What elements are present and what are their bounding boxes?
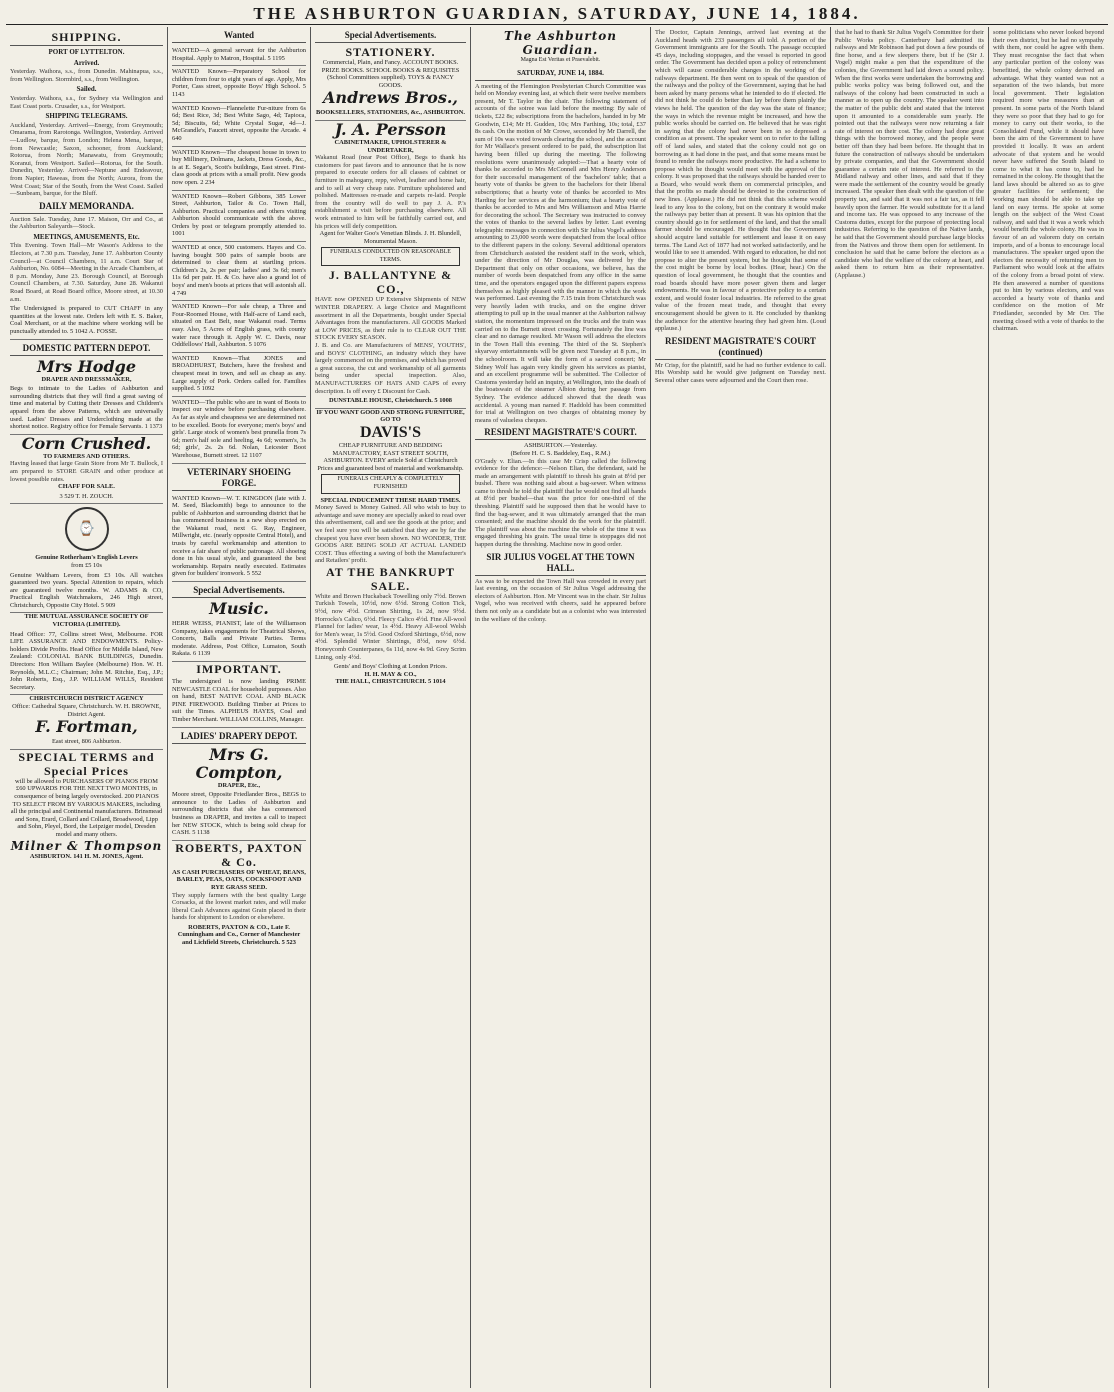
column-3	[311, 27, 471, 1388]
music-title: Music.	[209, 599, 269, 619]
domestic-title: DOMESTIC PATTERN DEPOT.	[10, 343, 163, 356]
masthead: THE ASHBURTON GUARDIAN, SATURDAY, JUNE 14, 1884.	[253, 4, 861, 23]
sailed-text: Yesterday. Waihora, s.s., for Sydney via Wellington and East Coast ports. Crusader, s.s., for Westport.	[10, 94, 163, 110]
corn-text: Having leased that large Grain Store from Mr T. Bullock, I am prepared to STORE GRAIN and other produce at lowest possible rates.	[10, 460, 163, 483]
masthead-rule	[6, 24, 1108, 25]
arrived-text: Yesterday. Waihora, s.s., from Dunedin. Mahinapua, s.s., from Wellington. Stormbird, s.s., from Wellington.	[10, 68, 163, 83]
roberts-title: ROBERTS, PAXTON & Co.	[175, 840, 303, 869]
ballantyne-text: HAVE now OPENED UP Extensive Shipments of NEW WINTER DRAPERY. A large Choice and Magnificent assortment in all the Departments, bought under Special Advantages from the manufacturers. All GOODS Marked at LOW PRICES, as their rule is to CLEAR OUT THE STOCK EVERY SEASON.	[315, 296, 466, 342]
vogel-speech-text: that he had to thank Sir Julius Vogel's Committee for their Public Works policy. Canterbury had admitted its railways and Mr Robinson had put down a few pounds of fine horse, and a few sleepers there, but if he (Sir J. Vogel) might make a pen that the expenditure of the colonies, the Government had laid down a sound policy. When the first works were undertaken the borrowing and public works policy was being followed out, and the railways of the colony had been constructed in such a manner as to open up the country. The speaker went into the matter of the public debt and stated that the interest upon it amounted to a considerable sum yearly. He pointed out that the railways were now returning a fair rate of interest on their cost. The colony had done great things with the borrowed money, and the people were better off than they had been before. He thought that in future the construction of railways should be undertaken by private companies, and that the Government should guarantee a certain rate of interest. He referred to the Midland railway and other lines, and said that if they were made the settlement of the country would be greatly increased. The speaker then dealt with the question of the property tax, and said that it was not a fair tax, as it fell heavily upon the farmer. He would substitute for it a land and income tax. He was opposed to any increase of the Customs duties, except for the purpose of protecting local industries. Referring to the question of the Native lands, he said that the Government should purchase large blocks from the Natives and throw them open for settlement. In conclusion he said that he came before the electors as a candidate who had the welfare of the colony at heart, and asked them to return him as their representative. (Applause.)	[835, 29, 984, 279]
wanted-ad: WANTED—A general servant for the Ashburton Hospital. Apply to Matron, Hospital. 5 1195	[172, 47, 306, 62]
wanted-title: Wanted	[172, 30, 306, 43]
bankrupt-sale-title: AT THE BANKRUPT SALE.	[325, 564, 456, 593]
column-4	[471, 27, 651, 1388]
arrived-title: Arrived.	[73, 58, 100, 67]
mutual-title: THE MUTUAL ASSURANCE SOCIETY OF VICTORIA (LIMITED).	[24, 613, 149, 629]
depot-text: Office: Cathedral Square, Christchurch. W. H. BROWNE, District Agent.	[12, 703, 161, 718]
special-inducement-title: SPECIAL INDUCEMENT THESE HARD TIMES.	[320, 496, 461, 504]
clothing-text: Gents' and Boys' Clothing at London Prices.	[333, 663, 448, 671]
important-title: IMPORTANT.	[196, 662, 282, 676]
chaff-cutting-ad	[10, 303, 163, 339]
special-terms-title: SPECIAL TERMS and Special Prices	[18, 749, 155, 778]
columns	[6, 27, 1108, 1388]
wanted-ad: WANTED Known—That JONES and BROADHURST, Butchers, have the freshest and cheapest meat in town, and sell as cheap as any. Large supply of Pork. Orders called for. Families supplied. 5 1092	[172, 354, 306, 393]
chaff-cutting-text: The Undersigned is prepared to CUT CHAFF in any quantities at the lowest rate. Orders left with E. S. Baker, Coal Merchant, or at the machine where working will be punctually attended to. 5 1042 A. FOSSE.	[10, 305, 163, 335]
ladies-drapery-title: LADIES' DRAPERY DEPOT.	[172, 731, 306, 744]
persson-sub: CABINETMAKER, UPHOLSTERER & UNDERTAKER,	[334, 138, 447, 154]
furniture-go-to: IF YOU WANT GOOD AND STRONG FURNITURE, GO TO	[316, 408, 465, 424]
ballantyne-text-2: J. B. and Co. are Manufacturers of MENS', YOUTHS', and BOYS' CLOTHING, an industry which they have largely commenced on the premises, and which has proved a great success, the cut and workmanship of all garments being under special inspection. Also, MANUFACTURERS OF HATS AND CAPS of every description. Is off every £ Discount for Cash.	[315, 342, 466, 395]
wanted-ad: WANTED Known—Robert Gibbons, 385 Lower Street, Ashburton, Tailor & Co. Town Hall, Ashburton. Practical companies and others visiting Ashburton should communicate with the above. Orders by post or telegram promptly attended to. 1001	[172, 192, 306, 238]
editorial-article: A meeting of the Flemington Presbyterian Church Committee was held on Monday evening last, at which their were twelve members present, Mr T. Taylor in the chair. The following statement of accounts of the soiree was laid before the meeting: By sale of tickets, £22 8s; subscriptions from the bachelors, handed in by Mr Goodwin, £14; Mr H. Gudden, 10s; Mrs Farthing, 10s; total, £37 8s cash. On the motion of Mr Crowe, seconded by Mr Darrell, the sum of 10s was voted towards clearing the school, and the account for Mr Wallace's present ordered to be paid, the subscription list having been filled up during the meeting. The following resolutions were unanimously adopted:—That a hearty vote of thanks be accorded to Mrs McConnell and Mrs Henry Anderson for their successful management of the 'bachelors' table; that a hearty vote of thanks be given to the bachelors for their liberal subscriptions; that a hearty vote of thanks be accorded to Mrs Harding for her services at the harmonium; that a hearty vote of thanks be accorded to Mrs and Mrs Williamson and Miss Harrie for decorating the school. The Secretary was instructed to convey the votes of thanks to the several ladies by letter. Last evening telegraphic messages in connection with Sir Julius Vogel's address amounting to 23,000 words were despatched from the local office to the different papers in the colony. Several additional operators from Christchurch assisted the resident staff in the work, which, under the direction of Mr Douglas, was delivered by the Department that only on other occasions, we believe, has the number of words been despatched from any office in the same time, and the operators engaged upon the different papers express themselves as highly pleased with the manner in which the work was performed. Last evening the 7.15 train from Christchurch was very heavily laden with trucks, and on the engine driver attempting to pull up in the usual manner at the Ashburton railway station, the momentum impressed on the trucks and the train was carried on to the Burnett street crossing. Fortunately the line was clear and no damage resulted. Mr Wason will address the electors in the Town Hall this evening. The third of the St. Stephen's skyarvay entertainments will be given next Tuesday at 8 p.m., in the schoolroom. It will take the form of a sacred concert; Mr Sidney Wolf has again very kindly given his services as pianist, and an excellent programme will be submitted. The Collector of Customs yesterday held an inquiry, at Wellington, into the death of the boatswain of the steamer Albion during her passage from Sydney. The evidence adduced showed that the death was accidental. A young man named F. Haddold has been committed for trial at Wellington on two charges of obtaining money by means of valueless cheques.	[475, 82, 646, 424]
meetings-text: This Evening. Town Hall—Mr Wason's Address to the Electors, at 7.30 p.m. Tuesday, June 17. Ashburton County Council—at Council Chambers, 11 a.m. Court Star of Ashburton, No. 6084—Meeting in the Arcade Chambers, at 8 p.m. Monday, June 23. Borough Council, at Borough Council Chambers, at 7.30. Saturday, June 28. Wakanui Road Board, at Road Board office, Moore street, at 10.30 a.m.	[10, 242, 163, 303]
may-address: THE HALL, CHRISTCHURCH. 5 1014	[335, 678, 446, 686]
paper-motto: Magna Est Veritas et Praevalebit.	[520, 57, 601, 63]
memoranda-title: DAILY MEMORANDA.	[10, 201, 163, 214]
farrier-title: VETERINARY SHOEING FORGE.	[172, 467, 306, 491]
wanted-ad: WANTED Known—Preparatory School for children from four to eight years of age. Apply, Mrs Porter, Cass street, opposite Boys' High School. 5 1143	[172, 68, 306, 98]
funerals-box: FUNERALS CONDUCTED ON REASONABLE TERMS.	[321, 247, 460, 266]
mutual-text: Head Office: 77, Collins street West, Melbourne. FOR LIFE ASSURANCE AND ENDOWMENTS. Policy-holders Divide Profits. Head Office for Middle Island, New Zealand: COLONIAL BANK BUILDINGS, Dunedin. Directors: Hon William Baylee (Melbourne) Hon. W. H. Reynolds, M.L.C.; Chairman; John M. Ritchie, Esq., J.P.; John Roberts, Esq., J.P. WILLIAM WILLS, Resident Secretary.	[10, 630, 163, 691]
vogel-speech-continued: some politicians who never looked beyond their own district, but he had no sympathy with them, nor could he agree with them. They must recognise the fact that when any particular portion of the colony was benefitted, the whole colony derived an advantage. What they wanted was not a separation of the two islands, but more local government. Their legislation required more wise measures than at present. In some parts of the North Island they were so poor that they had to go for money to carry out their works, to the Consolidated Fund, while it should have been the aim of the Government to have provided it locally. It was an ardent advocate of that system and he would never have suffered the South Island to come to what it has come to, had he remained in the colony. He thought that the land laws should be altered so as to give greater facilities for settlement; the working man should be able to take up land on easy terms. He spoke at some length on the subject of the West Coast railway, and said that it was a work which would benefit the whole colony. He was in favour of an ad valorem duty on certain imports, and of a bonus to encourage local manufactures. The speaker urged upon the electors the necessity of returning men to Parliament who would look at the affairs of the colony from a broad point of view. He then answered a number of questions put to him by various electors, and was accorded a hearty vote of thanks and confidence on the motion of Mr Friedlander, seconded by Mr Orr. The meeting closed with a vote of thanks to the chairman.	[993, 29, 1104, 333]
telegrams-text: Auckland, Yesterday. Arrived—Energy, from Greymouth; Omarama, from Rarotonga. Wellington, Yesterday. Arrived—Ludlow, barque, from London; Helena Mena, barque, from Newcastle; Saxon, schooner, from Auckland; Rotorua, from North; Manawatu, from Greymouth; Koranui, from Westport. Sailed—Rotorua, for the South. Dunedin, Yesterday. Arrived—Neptune and Endeavour, from Napier; Haweas, from the North; Aurora, from the West Coast; Star of the South, from the West Coast. Sailed—Sunbeam, barque, for the Bluff.	[10, 121, 163, 198]
special-terms-text: will be allowed to PURCHASERS OF PIANOS FROM £60 UPWARDS FOR THE NEXT TWO MONTHS, in consequence of being largely overstocked. 200 PIANOS TO SELECT FROM BY VARIOUS MAKERS, including all the principal and Continental manufacturers. Brinsmead and Sons, Erard, Collard and Collard, Broadwood, Lipp and Sohn, Pleyel, Bord, the Leipziger model, Dresden model and many others.	[10, 777, 163, 838]
roberts-sub: AS CASH PURCHASERS OF WHEAT, BEANS, BARLEY, PEAS, OATS, COCKSFOOT AND RYE GRASS SEED.	[172, 868, 306, 891]
davis-funerals-box: FUNERALS CHEAPLY & COMPLETELY FURNISHED	[321, 474, 460, 493]
milner-name: Milner & Thompson	[10, 838, 163, 853]
music-text: HERR WEISS, PIANIST, late of the Williamson Company, takes engagements for Theatrical Shows, Concerts, Balls and Private Parties. Terms moderate. Address, Post Office, Lumaton, South Rakaia. 6 1139	[172, 620, 306, 658]
davis-text: CHEAP FURNITURE AND BEDDING MANUFACTORY, EAST STREET SOUTH, ASHBURTON. EVERY article Sold at Christchurch Prices and guaranteed best of material and workmanship.	[317, 441, 464, 472]
wanted-ad: WANTED at once, 500 customers. Hayes and Co. having bought 500 pairs of sample boots are determined to clear them at startling prices. Children's 2s, 2s per pair; ladies' and 3s 6d; men's 11s 6d per pair. H. & Co. have also a grand lot of boys' and men's boots at prices that will astonish all. 4 749	[172, 244, 306, 297]
court-continued-text: Mr Crisp, for the plaintiff, said he had no further evidence to call. His Worship said he would give judgment on Tuesday next. Several other cases were adjourned and the Court then rose.	[655, 361, 826, 384]
compton-sub: DRAPER, Etc.,	[217, 781, 261, 789]
vogel-title: SIR JULIUS VOGEL AT THE TOWN HALL.	[475, 552, 646, 576]
corn-sub: TO FARMERS AND OTHERS.	[43, 452, 130, 460]
persson-name: J. A. Persson	[334, 119, 447, 139]
wanted-ad: WANTED Known—Flannelette Fur-niture from 6s 6d; Best Rice, 3d; Best White Sago, 4d; Tapioca, 5d; Biscuits, 6d; White Crystal Sugar, 4d—J. McGrandle's, Faucett street, opposite the Arcade. 4 640	[172, 104, 306, 142]
andrews-name: Andrews Bros.,	[323, 88, 458, 108]
wanted-ad: WANTED—The public who are in want of Boots to inspect our window before purchasing elsewhere. As far as style and cheapness we are determined not to be excelled. Boots for everyone; men's boys' and girls'. Large stock of women's best prunella from 7s 6d; men's half sole and heeling, 4s 6d; women's, 3s 6d; girls', 2s. 2s 6d. Nolan, Leicester Boot Warehouse, Burnett street. 12 1107	[172, 398, 306, 459]
court-sub: ASHBURTON.—Yesterday.	[524, 442, 597, 450]
stationery-text: Commercial, Plain, and Fancy. ACCOUNT BOOKS. PRIZE BOOKS. SCHOOL BOOKS & REQUISITES (School Committees supplied). TOYS & FANCY GOODS.	[321, 59, 460, 89]
wanted-ad: WANTED Known—The cheapest house in town to buy Millinery, Dolmans, Jackets, Dress Goods, &c., is at E. Segar's, Scott's buildings, East street. First-class goods at prices with a small profit. New goods now open. 2 234	[172, 148, 306, 186]
watch-price: from £5 10s	[71, 561, 102, 569]
watch-title: Genuine Rotherham's English Levers	[35, 554, 138, 562]
andrews-sub: BOOKSELLERS, STATIONERS, &c., ASHBURTON.	[315, 107, 466, 121]
persson-text: Wakanui Road (near Post Office), Begs to thank his customers for past favors and to announce that he is now prepared to execute orders for all classes of cabinet or furniture in mahogany, repp, velvet, leather and horse hair, and to sell at very cheap rate. Furniture upholstered and polished. Mattresses re-made and carpets re-laid. People from the country will do well to pay J. A. P.'s establishment a visit before purchasing elsewhere. All work entrusted to him will be faithfully carried out, and his prices will defy competition.	[315, 154, 466, 230]
hodge-name: Mrs Hodge	[36, 356, 137, 376]
persson-agent: Agent for Walter Goo's Venetian Blinds. J. H. Blundell, Monumental Mason.	[319, 230, 462, 245]
roberts-text: They supply farmers with the best quality Large Corsacks, at the lowest market rates, and will make liberal Cash Advances against Grain placed in their hands for shipment to London or elsewhere.	[172, 891, 306, 922]
milner-agent: ASHBURTON. 141 H. M. JONES, Agent.	[29, 852, 144, 860]
court-judge: (Before H. C. S. Baddeley, Esq., R.M.)	[510, 449, 611, 457]
watch-text: Genuine Waltham Levers, from £3 10s. All watches guaranteed two years. Special Attention to repairs, which are guaranteed twelve months. W. ADAMS & CO, Practical English Watchmakers, 246 High street, Christchurch, Opposite City Hotel. 5 909	[10, 571, 163, 609]
special-inducement-text: Money Saved is Money Gained. All who wish to buy to advantage and save money are specially asked to read over this advertisement, call and see the goods at the price; and we feel sure you will be satisfied that they are by far the cheapest you have ever been shown. NO WONDER, THE GOODS ARE BEING SOLD AT ACTUAL LANDED COST. Thus effecting a saving of both the Manufacturer's and Retailers' profit.	[315, 504, 466, 565]
wanted-ad: WANTED Known—For sale cheap, a Three and Four-Roomed House, with Half-acre of Land each, situated on East Belt, near Wakanui road. Terms easy. Also, 5 Acres of English grass, with county water race through it. Apply W. C. Davis, near Oddfellows' Hall, Ashburton. 5 1076	[172, 303, 306, 349]
sailed-title: Sailed.	[76, 85, 97, 94]
special-ads-title: Special Advertisements.	[172, 585, 306, 598]
may-name: H. H. MAY & CO.,	[364, 670, 417, 678]
davis-name: DAVIS'S	[359, 423, 422, 441]
chaff-sale-title: CHAFF FOR SALE.	[58, 483, 115, 491]
vogel-text: As was to be expected the Town Hall was crowded in every part last evening, on the occasion of Sir Julius Vogel addressing the electors of Ashburton. Hon. Mr Vincent was in the chair. Sir Julius Vogel, who was received with cheers, said he appeared before them not only as a candidate but as a colonist who was interested in the welfare of the colony.	[475, 577, 646, 623]
hodge-text: Begs to intimate to the Ladies of Ashburton and surrounding districts that they will find a great saving of time and material by Cutting their Dresses and Children's apparel from the above Patterns, which are universally used. Ladies' Dresses and Underclothing made at the shortest notice. Registry office for Female Servants. 1 1373	[10, 385, 163, 431]
shipping-title: SHIPPING.	[10, 30, 163, 46]
column-5	[651, 27, 831, 1388]
compton-name: Mrs G. Compton,	[195, 744, 283, 782]
port-title: PORT OF LYTTELTON.	[48, 48, 125, 56]
meetings-title: MEETINGS, AMUSEMENTS, Etc.	[33, 232, 140, 241]
farrier-text: WANTED Known—W. T. KINGDON (late with J. M. Seed, Blacksmith) begs to announce to the public of Ashburton and surrounding district that he has commenced business in a new shop erected on the Wakanui road, next G. Ray, Engineer, Millwright, etc. (nearly opposite Central Hotel), and trusts by careful workmanship and attention to receive a fair share of public patronage. All shoeing done in his usual style, and guaranteed the best workmanship. Repairs neatly executed. Estimates given for builders' ironwork. 5 552	[172, 494, 306, 578]
memoranda-text: Auction Sale. Tuesday, June 17. Maison, Orr and Co., at the Ashburton Saleyards—Stock.	[10, 215, 163, 231]
dunstable-house: DUNSTABLE HOUSE, Christchurch. 5 1008	[315, 395, 466, 409]
column-2	[168, 27, 311, 1388]
special-ads-title: Special Advertisements.	[315, 30, 466, 43]
news-text: The Doctor, Captain Jennings, arrived last evening at the Auckland heads with 233 passengers all told. A portion of the Government immigrants are for the South. The passage occupied 45 days, including stoppages, and the vessel is reported in good order. The Government has decided upon a policy of retrenchment which will cause considerable changes in the working of the railways department. He then went on to speak of the question of the railways and the policy of the Government, saying that he had been asked by many persons what he intended to do if elected. He did not think he could do better than lay before them plainly the views he held. The question of the day was the state of finance; the ways in which the revenue might be increased, and how the public works should be carried on. He believed that he was right in saying that the colony had never been in so depressed a condition as at present. The speaker went on to refer to the falling off of land sales, and stated that the colony could not go on borrowing as it had done in the past, and that some means must be found to render the railways more productive. He had a scheme to propose which he thought would meet with the approval of the colony. It was proposed that the railways should be handed over to a Board, who would work them on commercial principles, and that the profits so made should be devoted to the construction of new lines. (Applause.) He did not think that this scheme would lead to any loss to the colony, but on the contrary it would make the railways pay better than at present. It was his opinion that the country should go in for settlement of the land, and that the small farmer should be encouraged. He thought that the Government should acquire land suitable for settlement and lease it on easy terms. The Land Act of 1877 had not worked satisfactorily, and he would like to see it amended. With regard to education, he did not propose to alter the present system, but he thought that some of the cost might be borne by local bodies. (Hear, hear.) On the question of local government, he thought that the counties and road boards should have more power given them and larger endowments. He was in favour of a protective policy to a certain extent, and would foster local industries. He referred to the great value of the frozen meat trade, and thought that every encouragement should be given to it. He concluded by thanking the audience for the attentive hearing they had given him. (Loud applause.)	[655, 29, 826, 333]
hodge-sub: DRAPER AND DRESSMAKER,	[41, 375, 132, 383]
stationery-title: STATIONERY.	[345, 45, 436, 59]
ballantyne-name: J. BALLANTYNE & CO.,	[328, 268, 453, 297]
column-6	[831, 27, 989, 1388]
corn-title: Corn Crushed.	[21, 433, 152, 453]
court-continued-title: RESIDENT MAGISTRATE'S COURT (continued)	[655, 336, 826, 360]
telegrams-title: SHIPPING TELEGRAMS.	[45, 112, 128, 121]
fortman-address: East street, 806 Ashburton.	[10, 736, 163, 750]
column-7	[989, 27, 1108, 1388]
fortman-name: F. Fortman,	[35, 717, 138, 737]
compton-text: Moore street, Opposite Friedlander Bros., BEGS to announce to the Ladies of Ashburton and surrounding districts that she has commenced business as DRAPER, and invites a call to inspect her NEW STOCK, which is being sold cheap for CASH. 5 1138	[172, 791, 306, 837]
column-1	[6, 27, 168, 1388]
court-title: RESIDENT MAGISTRATE'S COURT.	[475, 427, 646, 440]
court-text: O'Grady v. Elian.—In this case Mr Crisp called the following evidence for the defence:—Nelson Elian, the defendant, said he made an arrangement with plaintiff to thresh his grain at 8½d per bushel. There was nothing said about a bag-sewer. When witness came to thresh he told the plaintiff that he would not find all hands at 8½d per bushel—that was the price for one-third of the threshing. Plaintiff said he supposed then that he would have to find the bag-sewer, and it was ultimately arranged that the man consented; and the machine should do the work for the plaintiff. The plaintiff was about the machine the whole of the time it was engaged threshing his grain. The usual time is stoppages did not happen during the threshing. Machine now in good order.	[475, 457, 646, 549]
roberts-address: ROBERTS, PAXTON & CO., Late F. Cunningham and Co., Corner of Manchester and Lichfield Streets, Christchurch. 5 523	[177, 923, 301, 947]
bankrupt-sale-text: White and Brown Huckaback Towelling only 7½d. Brown Turkish Towels, 10½d, now 6½d. Strong Cotton Tick, 9½d, now 4½d. Crimean Shirting, 1s 2d, now 9½d. Horrocks's Calico, 6½d. Fleecy Calico 4½d. Fine All-wool Flannel for ladies' wear, 1s 4½d. Heavy All-wool Welsh for Men's wear, 1s 5½d. Good Oxford Shirtings, 6½d, now 4½d. Splendid Winter Shirtings, 8½d, now 6½d. Honeycomb Counterpanes, 6s 11d, now 4s 9d. Grey Scrim Lining, only 4½d.	[315, 592, 466, 661]
pocket-watch-icon: ⌚	[65, 507, 109, 551]
depot-title: CHRISTCHURCH DISTRICT AGENCY	[29, 695, 144, 703]
important-text: The undersigned is now landing PRIME NEWCASTLE COAL for household purposes. Also on hand, BEST NATIVE COAL AND BLACK PINE FIREWOOD. Building Timber at Prices to suit the Times. ALPHEUS HAYES, Coal and Timber Merchant. WILLIAM COLLINS, Manager.	[172, 678, 306, 723]
chaff-ref: 3 529 T. H. ZOUCH.	[10, 491, 163, 505]
paper-date: SATURDAY, JUNE 14, 1884.	[475, 68, 646, 81]
paper-title: The Ashburton Guardian.	[504, 29, 617, 57]
